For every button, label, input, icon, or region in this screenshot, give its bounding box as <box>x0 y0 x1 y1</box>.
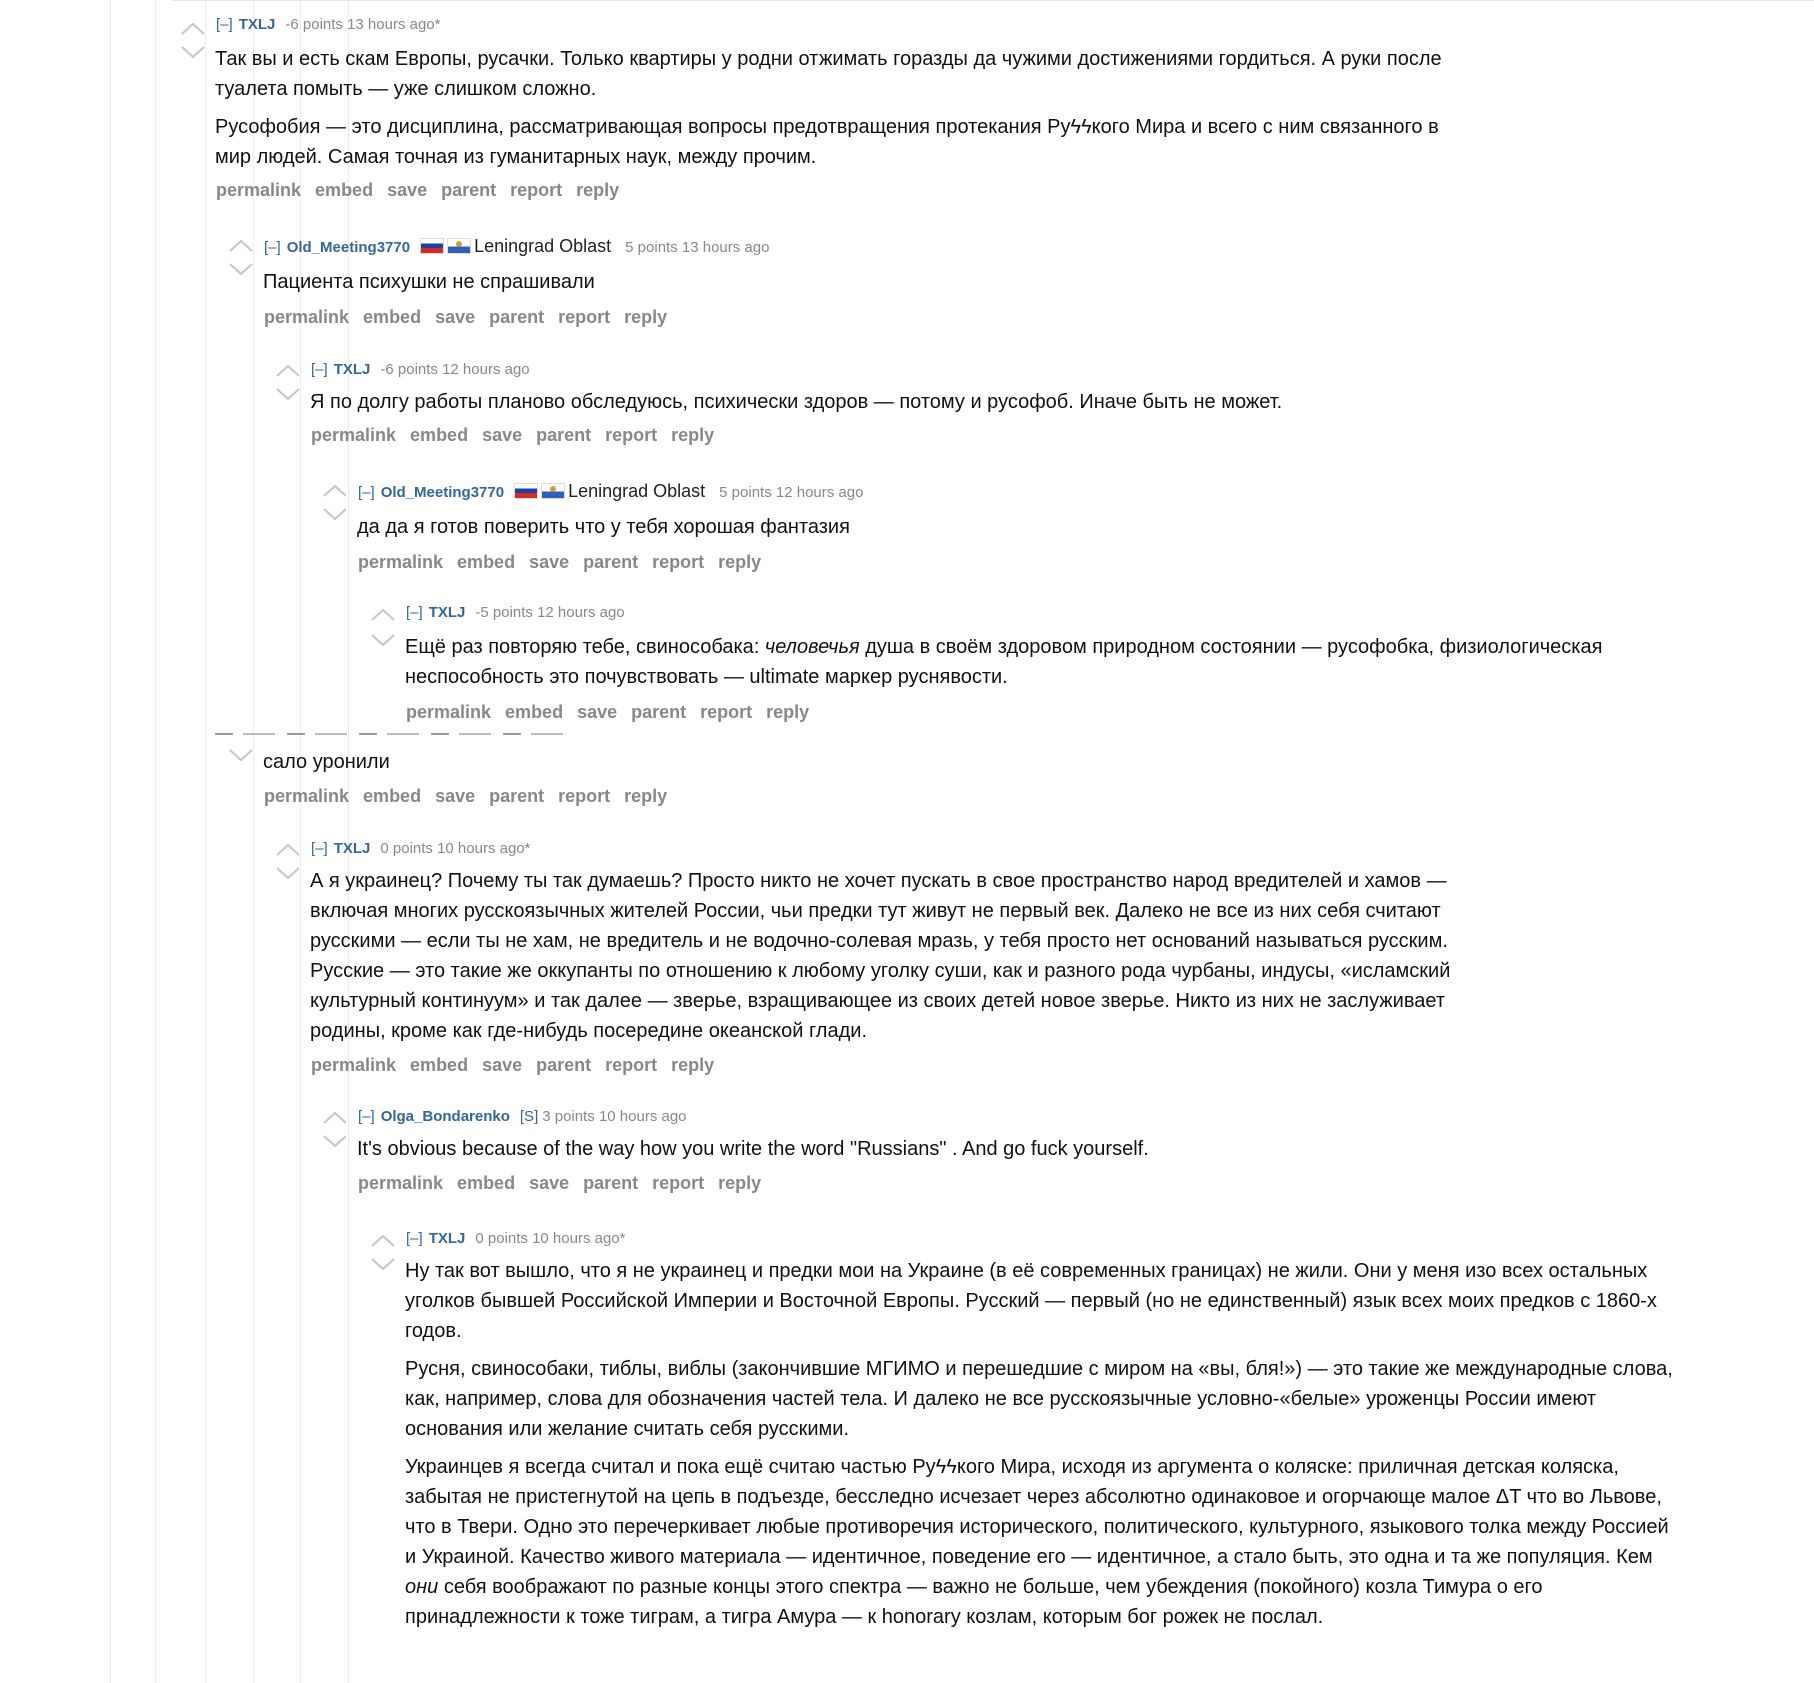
reply-button[interactable]: reply <box>624 307 668 327</box>
comment-paragraph: Пациента психушки не спрашивали <box>263 271 595 293</box>
indent-line <box>155 0 156 1683</box>
save-button[interactable]: save <box>482 1055 523 1075</box>
reply-button[interactable]: reply <box>576 180 620 200</box>
author-link[interactable]: TXLJ <box>428 1230 466 1247</box>
comment-body <box>405 1256 1680 1640</box>
comment-paragraph: Русня, свинособаки, тиблы, виблы (закончившие МГИМО и перешедшие с миром на «вы, бля!») — это такие же международные слова, как, например, слова для обозначения частей тела. И далеко не все русскоязычные условно-«белые» уроженцы России имеют основания или желание считать себя русскими. <box>405 1358 1673 1440</box>
indent-line <box>205 0 206 1683</box>
user-flair: Leningrad Oblast <box>568 481 706 501</box>
upvote-arrow-icon[interactable] <box>275 362 301 380</box>
reply-button[interactable]: reply <box>718 552 762 572</box>
reply-button[interactable]: reply <box>624 786 668 806</box>
embed-button[interactable]: embed <box>410 1055 469 1075</box>
permalink-button[interactable]: permalink <box>406 702 492 722</box>
embed-button[interactable]: embed <box>363 786 422 806</box>
author-link[interactable]: TXLJ <box>238 16 276 33</box>
author-link[interactable]: TXLJ <box>333 361 371 378</box>
report-button[interactable]: report <box>700 702 753 722</box>
collapse-toggle[interactable]: [–] <box>406 604 423 621</box>
parent-button[interactable]: parent <box>631 702 687 722</box>
comment-body <box>310 866 1510 1054</box>
downvote-arrow-icon[interactable] <box>228 262 254 280</box>
downvote-arrow-icon[interactable] <box>370 633 396 651</box>
permalink-button[interactable]: permalink <box>311 1055 397 1075</box>
comment-paragraph: Я по долгу работы планово обследуюсь, психически здоров — потому и русофоб. Иначе быть не может. <box>310 391 1283 413</box>
score-time: -6 points 12 hours ago <box>380 361 530 378</box>
comment-tagline <box>358 1108 687 1125</box>
score-time: -6 points 13 hours ago* <box>285 16 441 33</box>
comment-buttons <box>311 425 728 446</box>
author-link[interactable]: Olga_Bondarenko <box>380 1108 510 1125</box>
comment-body <box>310 387 1550 425</box>
author-link[interactable]: Old_Meeting3770 <box>380 484 505 501</box>
indent-line <box>110 0 111 1683</box>
comment-buttons <box>358 1173 775 1194</box>
collapse-toggle[interactable]: [–] <box>264 239 281 256</box>
comment-tagline <box>216 16 440 33</box>
comment-tagline <box>311 361 530 378</box>
collapse-toggle[interactable]: [–] <box>311 361 328 378</box>
comment-paragraph: Ну так вот вышло, что я не украинец и предки мои на Украине (в её современных границах) не жили. Они у меня изо всех остальных уголков бывшей Российской Империи и Восточной Европы. Русский — первый (но не единственный) язык всех моих предков с 1860-х годов. <box>405 1260 1657 1342</box>
comment-paragraph: Русофобия — это дисциплина, рассматривающая вопросы предотвращения протекания Руϟϟкого Мира и всего с ним связанного в мир людей. Самая точная из гуманитарных наук, между прочим. <box>215 116 1439 168</box>
author-link[interactable]: TXLJ <box>333 840 371 857</box>
comment-buttons <box>264 307 681 328</box>
vote-arrows <box>228 748 254 766</box>
score-time: 5 points 12 hours ago <box>719 484 864 501</box>
vote-arrows <box>275 362 301 405</box>
comment-buttons <box>264 786 681 807</box>
report-button[interactable]: report <box>558 307 611 327</box>
score-time: 3 points 10 hours ago <box>542 1108 687 1125</box>
leningrad-oblast-flag-icon <box>447 238 471 254</box>
save-button[interactable]: save <box>482 425 523 445</box>
embed-button[interactable]: embed <box>457 1173 516 1193</box>
vote-arrows <box>322 482 348 525</box>
downvote-arrow-icon[interactable] <box>275 866 301 884</box>
save-button[interactable]: save <box>435 307 476 327</box>
upvote-arrow-icon[interactable] <box>322 1109 348 1127</box>
stitch-seam <box>215 730 575 736</box>
vote-arrows <box>180 20 206 63</box>
score-time: -5 points 12 hours ago <box>475 604 625 621</box>
comment-tagline <box>264 236 769 257</box>
report-button[interactable]: report <box>605 1055 658 1075</box>
permalink-button[interactable]: permalink <box>311 425 397 445</box>
comment-body <box>263 267 1503 305</box>
embed-button[interactable]: embed <box>505 702 564 722</box>
comment-paragraph: Украинцев я всегда считал и пока ещё считаю частью Руϟϟкого Мира, исходя из аргумента о коляске: приличная детская коляска, забытая не пристегнутой на цепь в подъезде, бесследно исчезает через абсолютно одинаковое и огорчающе малое ΔT что во Львове, что в Твери. Одно это перечеркивает любые противоречия исторического, политического, культурного, языкового толка между Россией и Украиной. Качество живого материала — идентичное, поведение его — идентичное, а стало быть, это одна и та же популяция. Кем они себя воображают по разные концы этого спектра — важно не больше, чем убеждения (покойного) козла Тимура о его принадлежности к тоже тиграм, а тигра Амура — к honorary козлам, которым бог рожек не послал. <box>405 1456 1669 1628</box>
upvote-arrow-icon[interactable] <box>370 606 396 624</box>
comment-tagline <box>358 481 863 502</box>
parent-button[interactable]: parent <box>583 552 639 572</box>
comment-buttons <box>311 1055 728 1076</box>
report-button[interactable]: report <box>652 552 705 572</box>
vote-arrows <box>370 1232 396 1275</box>
vote-arrows <box>228 237 254 280</box>
comment-body <box>263 747 1503 785</box>
report-button[interactable]: report <box>558 786 611 806</box>
comment-paragraph: Так вы и есть скам Европы, русачки. Только квартиры у родни отжимать горазды да чужими достижениями гордиться. А руки после туалета помыть — уже слишком сложно. <box>215 48 1442 100</box>
user-flair: Leningrad Oblast <box>474 236 612 256</box>
save-button[interactable]: save <box>577 702 618 722</box>
save-button[interactable]: save <box>387 180 428 200</box>
collapse-toggle[interactable]: [–] <box>311 840 328 857</box>
author-link[interactable]: Old_Meeting3770 <box>286 239 411 256</box>
vote-arrows <box>275 841 301 884</box>
comment-buttons <box>216 180 633 201</box>
downvote-arrow-icon[interactable] <box>228 748 254 766</box>
downvote-arrow-icon[interactable] <box>370 1257 396 1275</box>
comment-tagline <box>311 840 531 857</box>
score-time: 0 points 10 hours ago* <box>475 1230 626 1247</box>
divider <box>172 0 1814 4</box>
leningrad-oblast-flag-icon <box>541 483 565 499</box>
downvote-arrow-icon[interactable] <box>322 1134 348 1152</box>
collapse-toggle[interactable]: [–] <box>358 484 375 501</box>
embed-button[interactable]: embed <box>363 307 422 327</box>
comment-body <box>357 1134 1597 1172</box>
comment-buttons <box>406 702 823 723</box>
permalink-button[interactable]: permalink <box>216 180 302 200</box>
permalink-button[interactable]: permalink <box>358 1173 444 1193</box>
parent-button[interactable]: parent <box>536 425 592 445</box>
comment-body <box>405 632 1675 700</box>
parent-button[interactable]: parent <box>489 786 545 806</box>
upvote-arrow-icon[interactable] <box>228 237 254 255</box>
parent-button[interactable]: parent <box>583 1173 639 1193</box>
comment-paragraph: Ещё раз повторяю тебе, свинособака: человечья душа в своём здоровом природном состоянии — русофобка, физиологическая неспособность это почувствовать — ultimate маркер руснявости. <box>405 636 1603 688</box>
comment-buttons <box>358 552 775 573</box>
upvote-arrow-icon[interactable] <box>275 841 301 859</box>
parent-button[interactable]: parent <box>441 180 497 200</box>
reply-button[interactable]: reply <box>671 1055 715 1075</box>
save-button[interactable]: save <box>529 552 570 572</box>
comment-paragraph: сало уронили <box>263 751 390 773</box>
comment-paragraph: А я украинец? Почему ты так думаешь? Просто никто не хочет пускать в свое пространство народ вредителей и хамов — включая многих русскоязычных жителей России, чьи предки тут живут не первый век. Далеко не все из них себя считают русскими — если ты не хам, не вредитель и не водочно-солевая мразь, у тебя просто нет оснований называться русским. Русские — это такие же оккупанты по отношению к любому уголку суши, как и разного рода чурбаны, индусы, «исламский культурный континуум» и так далее — зверье, взращивающее из своих детей новое зверье. Никто из них не заслуживает родины, кроме как где-нибудь посередине океанской глади. <box>310 870 1451 1042</box>
permalink-button[interactable]: permalink <box>264 786 350 806</box>
embed-button[interactable]: embed <box>410 425 469 445</box>
collapse-toggle[interactable]: [–] <box>406 1230 423 1247</box>
vote-arrows <box>322 1109 348 1152</box>
comment-body <box>357 512 1597 550</box>
comment-paragraph: It's obvious because of the way how you write the word "Russians" . And go fuck yourself. <box>357 1138 1149 1160</box>
report-button[interactable]: report <box>652 1173 705 1193</box>
upvote-arrow-icon[interactable] <box>370 1232 396 1250</box>
submitter-badge: [S] <box>519 1108 539 1125</box>
comment-tagline <box>406 1230 626 1247</box>
russia-flag-icon <box>514 483 538 499</box>
parent-button[interactable]: parent <box>489 307 545 327</box>
author-link[interactable]: TXLJ <box>428 604 466 621</box>
save-button[interactable]: save <box>435 786 476 806</box>
save-button[interactable]: save <box>529 1173 570 1193</box>
russia-flag-icon <box>420 238 444 254</box>
permalink-button[interactable]: permalink <box>264 307 350 327</box>
collapse-toggle[interactable]: [–] <box>216 16 233 33</box>
comment-paragraph: да да я готов поверить что у тебя хорошая фантазия <box>357 516 850 538</box>
vote-arrows <box>370 606 396 651</box>
parent-button[interactable]: parent <box>536 1055 592 1075</box>
report-button[interactable]: report <box>605 425 658 445</box>
upvote-arrow-icon[interactable] <box>322 482 348 500</box>
upvote-arrow-icon[interactable] <box>180 20 206 38</box>
reply-button[interactable]: reply <box>718 1173 762 1193</box>
embed-button[interactable]: embed <box>457 552 516 572</box>
permalink-button[interactable]: permalink <box>358 552 444 572</box>
reply-button[interactable]: reply <box>766 702 810 722</box>
downvote-arrow-icon[interactable] <box>322 507 348 525</box>
downvote-arrow-icon[interactable] <box>275 387 301 405</box>
report-button[interactable]: report <box>510 180 563 200</box>
embed-button[interactable]: embed <box>315 180 374 200</box>
score-time: 5 points 13 hours ago <box>625 239 770 256</box>
collapse-toggle[interactable]: [–] <box>358 1108 375 1125</box>
comment-body <box>215 44 1455 180</box>
reply-button[interactable]: reply <box>671 425 715 445</box>
score-time: 0 points 10 hours ago* <box>380 840 531 857</box>
comment-tagline <box>406 604 625 621</box>
downvote-arrow-icon[interactable] <box>180 45 206 63</box>
